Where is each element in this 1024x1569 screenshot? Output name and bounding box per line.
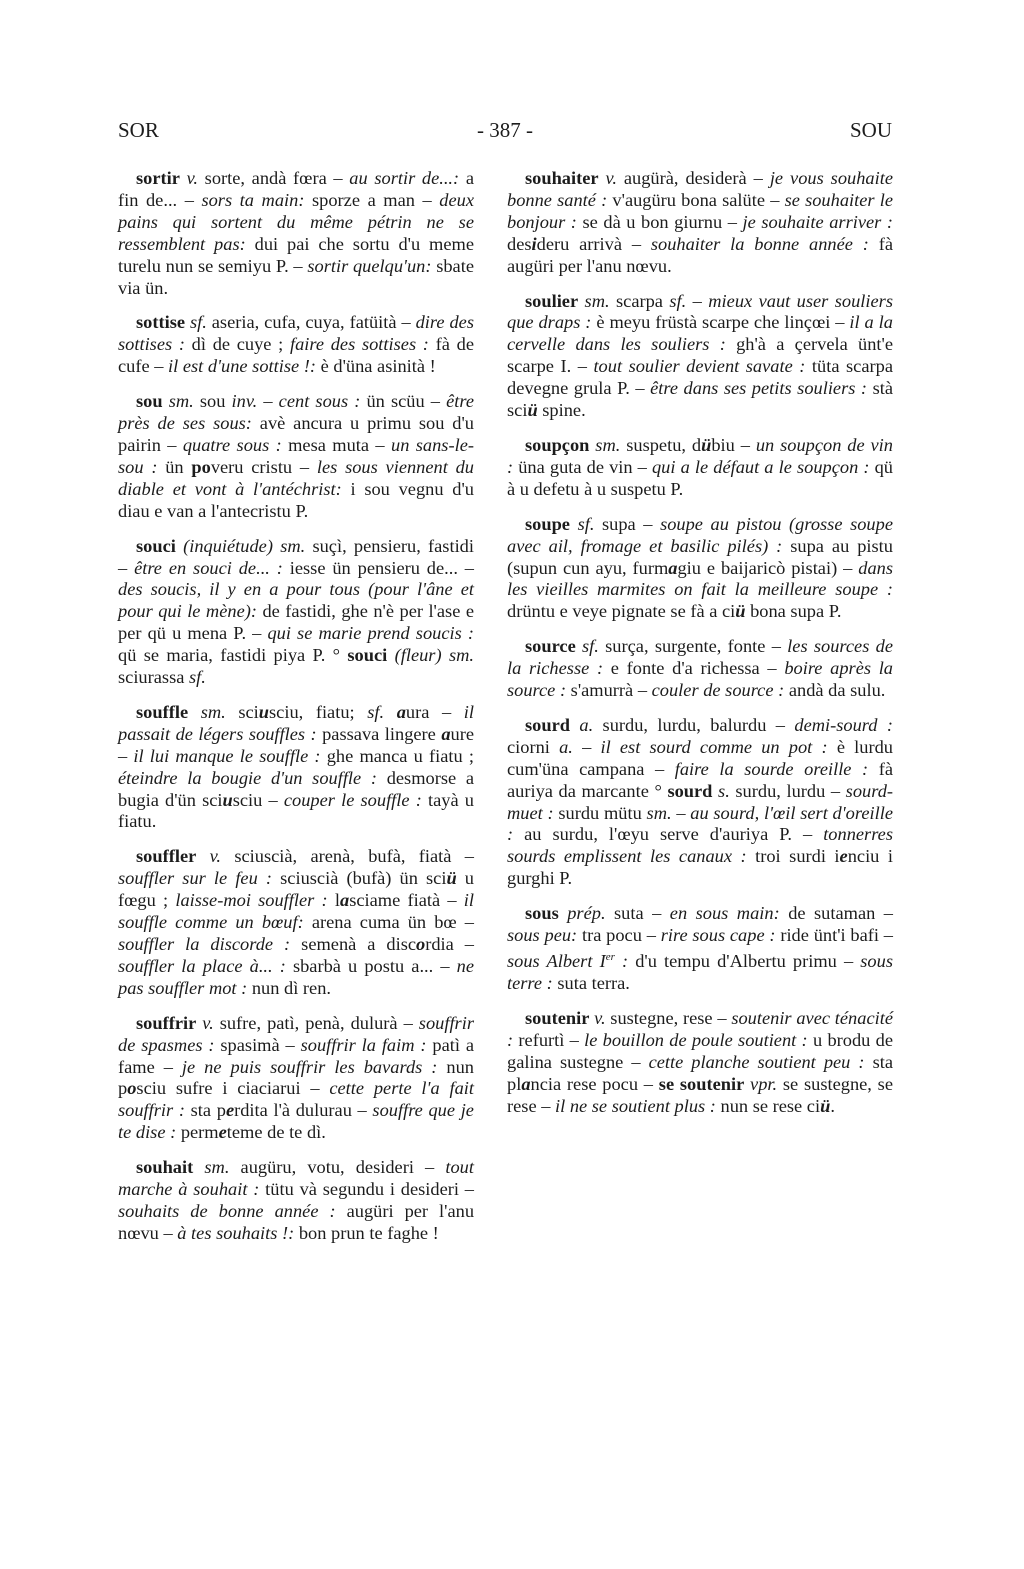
headword: souhait [136, 1157, 194, 1178]
french-example: il est d'une sottise !: [168, 356, 317, 377]
translation-text [559, 903, 567, 923]
translation-text: l [327, 890, 340, 911]
translation-text: u brodu de galina sustegne – [507, 1029, 893, 1072]
headword: souffler [136, 846, 197, 867]
translation-text: sciu, fiatu; [269, 701, 368, 722]
dictionary-entry-souhait [118, 1157, 474, 1245]
french-example: cette perte l'a fait souffrir : [118, 1078, 474, 1121]
french-example: un soupçon de vin : [507, 434, 893, 477]
translation-text: supa – [594, 513, 661, 534]
translation-text: ü [527, 400, 538, 421]
translation-text: üna guta de vin – [513, 456, 652, 477]
translation-text: avè ancura u primu sou d'u pairin – [118, 413, 474, 455]
translation-text: veru cristu – [210, 456, 317, 477]
right-guide-word: SOU [849, 118, 892, 142]
translation-text: ciorni [507, 736, 560, 757]
headword: soulier [525, 290, 579, 311]
translation-text: arena cuma ün bœ – [303, 912, 475, 933]
translation-text: spine. [537, 400, 586, 421]
french-example: (fleur) sm. [394, 645, 474, 666]
french-example: laisse-moi souffler : [175, 890, 328, 911]
french-example: il ne se soutient plus : [555, 1095, 716, 1116]
translation-text: giu e baijaricò pistai) – [677, 557, 859, 578]
translation-text [196, 846, 209, 866]
translation-text: dui pai che sortu d'u meme turelu nun se semiyu P. – [118, 233, 474, 276]
translation-text: e [218, 1122, 227, 1143]
dictionary-entry-souhaiter [507, 168, 893, 278]
french-example: le bouillon de poule soutient : [584, 1029, 808, 1050]
french-example: couler de source : [651, 680, 785, 701]
translation-text: o [416, 934, 426, 954]
french-example: tout soulier devient savate : [593, 356, 806, 377]
translation-text: semenà a disc [290, 934, 417, 954]
translation-text: rdia – [425, 934, 474, 954]
french-example: au sourd, l'œil sert d'oreille : [507, 802, 894, 845]
translation-text: scarpa [609, 290, 670, 311]
translation-text: sufre, patì, penà, dulurà – [213, 1012, 419, 1033]
french-example: un sans-le-sou : [118, 434, 474, 477]
translation-text: stà sci [507, 378, 894, 421]
french-example: cette planche soutient peu : [648, 1051, 865, 1072]
french-example: sf. [189, 667, 206, 688]
headword: soupçon [525, 434, 590, 455]
sub-headword: sourd [667, 780, 713, 801]
translation-text: bona supa P. [745, 601, 842, 622]
translation-text: – [686, 290, 709, 311]
french-example: au sortir de...: [349, 168, 460, 188]
french-example: inv. [231, 391, 258, 412]
translation-text: augüru, votu, desideri – [229, 1157, 446, 1178]
translation-text: ü [820, 1095, 831, 1116]
translation-text: nun p [118, 1056, 474, 1099]
headword: soutenir [525, 1007, 590, 1028]
translation-text: refurtì – [513, 1029, 585, 1050]
translation-text: e fonte d'a richessa – [603, 658, 785, 679]
headword: sourd [525, 714, 570, 735]
french-example: qui a le défaut a le soupçon : [651, 456, 870, 477]
translation-text: teme de te dì. [226, 1122, 326, 1143]
translation-text: d'u tempu d'Albertu primu – [628, 951, 861, 972]
translation-text [570, 715, 579, 735]
left-column [118, 168, 474, 1258]
translation-text: ü [735, 601, 746, 622]
french-example: soupe au pistou (grosse soupe avec ail, fromage et basilic pilés) : [507, 513, 893, 556]
dictionary-entry-soupçon [507, 435, 893, 501]
french-example: sors ta main: [201, 189, 305, 210]
french-example: souffrir la faim : [300, 1034, 427, 1055]
translation-text [570, 514, 578, 534]
translation-text: tra pocu – [577, 925, 661, 946]
french-example: souffrir de spasmes : [118, 1012, 474, 1055]
translation-text: aseria, cufa, cuya, fatüità – [206, 312, 416, 333]
translation-text: bon prun te faghe ! [294, 1222, 439, 1243]
translation-text: dì de cuye ; [184, 334, 290, 355]
translation-text: gh'à a çervela ünt'e scarpe I. – [507, 334, 893, 377]
dictionary-entry-source [507, 636, 893, 702]
translation-text: surdu mütu [553, 802, 647, 823]
translation-text: e [225, 1100, 235, 1121]
french-example: : [614, 951, 629, 972]
translation-text: qü à u defetu à u suspetu P. [507, 456, 893, 499]
translation-text: ghe manca u fiatu ; [320, 745, 474, 766]
french-example: rire sous cape : [660, 925, 776, 946]
translation-text: surça, surgente, fonte – [598, 636, 788, 657]
french-example: tout marche à souhait : [118, 1157, 474, 1200]
french-example: souffler sur le feu : [118, 868, 273, 889]
french-example: sortir quelqu'un: [307, 255, 432, 276]
headword: souhaiter [525, 168, 599, 188]
headword: sortir [136, 168, 180, 188]
french-example: deux pains qui sortent du même pétrin ne se ressemblent pas: [118, 189, 474, 254]
translation-text: se sustegne, se rese – [507, 1073, 893, 1116]
translation-text: è meyu früstà scarpe che linçœi – [591, 312, 850, 333]
translation-text: è d'üna asinità ! [316, 356, 436, 377]
french-example: souffler la place à... : [118, 955, 286, 976]
sub-headword: se soutenir [658, 1073, 745, 1094]
french-example: dans les vieilles marmites on fait la meilleure soupe : [507, 557, 893, 600]
translation-text: surdu, lurdu, balurdu – [593, 714, 795, 735]
translation-text: ncia rese pocu – [530, 1073, 659, 1094]
translation-text: supa au pistu (supun cun ayu, furm [507, 535, 893, 578]
translation-text: desmorse a bugia d'ün sci [118, 767, 474, 810]
translation-text: sciuscià, arenà, bufà, fiatà – [221, 846, 474, 867]
french-example: éteindre la bougie d'un souffle : [118, 767, 378, 788]
dictionary-entry-soulier [507, 291, 893, 422]
translation-text: sorte, andà fœra – [198, 168, 350, 188]
french-example: vpr. [750, 1073, 778, 1094]
translation-text: rdita l'à dulurau – [234, 1100, 373, 1121]
french-example: a. [579, 714, 594, 735]
french-example: sous terre : [507, 951, 893, 994]
dictionary-entry-souffrir [118, 1013, 474, 1144]
translation-text: sta pl [507, 1051, 893, 1094]
french-example: sm. [584, 290, 610, 311]
sub-headword: souci [347, 645, 388, 666]
headword: sous [525, 903, 559, 924]
french-example: souhaiter la bonne année : [650, 233, 869, 254]
translation-text: drüntu e veye pignate se fà a ci [507, 601, 736, 622]
french-example: en sous main: [669, 903, 780, 924]
dictionary-entry-soutenir [507, 1008, 893, 1118]
french-example: faire la sourde oreille : [674, 758, 869, 779]
translation-text: sou [193, 391, 232, 412]
translation-text: . [830, 1095, 835, 1116]
french-example: il a la cervelle dans les souliers : [507, 312, 893, 355]
translation-text: sciame fiatà – [349, 890, 464, 911]
translation-text: sciu – [232, 789, 284, 810]
french-example: être dans ses petits souliers : [650, 378, 868, 399]
translation-text: a [668, 557, 678, 578]
translation-text: sustegne, rese – [605, 1007, 732, 1028]
translation-text: fà de cufe – [118, 334, 474, 377]
translation-text [193, 1157, 204, 1177]
translation-text: i [531, 233, 537, 254]
french-example: des soucis, il y en a pour tous (pour l'âne et pour qui le mène): [118, 579, 474, 622]
french-example: les sous viennent du diable et vont à l'antéchrist: [118, 456, 474, 499]
french-example: les sources de la richesse : [507, 636, 893, 679]
headword: soupe [525, 513, 570, 534]
translation-text: sta p [184, 1100, 226, 1121]
dictionary-entry-sortir [118, 168, 474, 299]
translation-text: se dà u bon giurnu – [576, 211, 743, 232]
french-example: se souhaiter le bonjour : [507, 189, 894, 232]
translation-text [180, 168, 187, 188]
translation-text: andà da sulu. [784, 680, 886, 701]
left-guide-word: SOR [118, 118, 159, 142]
page-number: - 387 - [477, 118, 533, 142]
translation-text: fà auriya da marcante ° [507, 758, 893, 801]
translation-text: spasimà – [214, 1034, 301, 1055]
translation-text: ure – [118, 723, 474, 766]
translation-text [176, 536, 183, 556]
french-example: je ne puis souffrir les bavards : [181, 1056, 438, 1077]
french-example: sm. [200, 701, 226, 722]
french-example: dire des sottises : [118, 312, 474, 355]
translation-text: fà augüri per l'anu nœvu. [507, 233, 894, 276]
french-example: prép. [567, 903, 606, 924]
translation-text: mesa muta – [281, 434, 391, 455]
translation-text: iesse ün pensieru de... – [282, 557, 474, 578]
translation-text: ü [446, 868, 457, 889]
headword: sou [136, 391, 163, 412]
translation-text: tüta scarpa devegne grula P. – [507, 356, 893, 399]
translation-text: suta terra. [552, 973, 630, 994]
translation-text: sbarbà u postu a... – [285, 955, 457, 976]
french-example: je souhaite arriver : [742, 211, 894, 232]
french-example: je vous souhaite bonne santé : [507, 168, 893, 210]
translation-text: tütu và segundu i desideri – [259, 1179, 474, 1200]
french-example: sous Albert I [507, 951, 606, 972]
right-column [507, 168, 893, 1130]
french-example: souffre que je te dise : [118, 1100, 474, 1143]
dictionary-entry-sottise [118, 312, 474, 378]
dictionary-entry-soupe [507, 514, 893, 624]
french-example: v. [605, 168, 617, 188]
french-example: il passait de légers souffles : [118, 701, 474, 744]
french-example: sf. [582, 636, 599, 657]
headword: souffle [136, 701, 189, 722]
french-example: v. [594, 1007, 606, 1028]
translation-text: v'augüru bona salüte – [607, 189, 785, 210]
translation-text: nciu i gurghi P. [507, 846, 893, 889]
french-example: souffler la discorde : [118, 934, 291, 954]
dictionary-entry-sourd [507, 715, 893, 890]
french-example: sf. [189, 312, 207, 333]
translation-text: biu – [711, 434, 756, 455]
translation-text: augürà, desiderà – [616, 168, 770, 188]
french-example: il souffle comme un bœuf: [118, 890, 474, 933]
translation-text: sporze a man – [304, 189, 440, 210]
headword: souci [136, 535, 176, 556]
translation-text: ün scüu – [360, 391, 447, 412]
french-example: cent sous : [278, 391, 361, 412]
translation-text: ü [701, 434, 712, 455]
translation-text: sbate via ün. [118, 255, 474, 298]
translation-text: a [340, 890, 350, 911]
french-example: qui se marie prend soucis : [267, 623, 474, 644]
translation-text: a [521, 1073, 531, 1094]
french-example: sf. [577, 513, 595, 534]
translation-text: – [257, 391, 279, 412]
dictionary-entry-souci [118, 536, 474, 689]
translation-text: suçì, pensieru, fastidi – [118, 535, 474, 578]
french-example: sm. [595, 434, 621, 455]
sub-headword: po [191, 456, 211, 477]
translation-text: augüri per l'anu nœvu – [118, 1200, 475, 1243]
translation-text: qü se maria, fastidi piya P. ° [118, 645, 348, 666]
translation-text [387, 645, 394, 665]
french-example: sm. [646, 802, 672, 823]
translation-text: patì a fame – [118, 1034, 475, 1077]
translation-text: suspetu, d [620, 434, 702, 455]
french-example: à tes souhaits !: [177, 1222, 295, 1243]
translation-text: sciuscià (bufà) ün sci [272, 868, 447, 889]
headword: source [525, 636, 576, 657]
french-example: v. [202, 1012, 214, 1033]
translation-text: s'amurrà – [566, 680, 652, 701]
french-example: mieux vaut user souliers que draps : [507, 290, 893, 333]
translation-text: troi surdi i [746, 846, 840, 867]
translation-text: sci [225, 701, 259, 722]
french-example: sf. [367, 701, 385, 722]
french-example: être près de ses sous: [118, 391, 475, 434]
translation-text: nun se rese ci [715, 1095, 821, 1116]
translation-text: e [839, 846, 848, 867]
translation-text: a [396, 701, 406, 722]
french-example: sourd-muet : [507, 780, 894, 823]
translation-text: a [441, 723, 451, 744]
translation-text: o [127, 1078, 137, 1099]
french-example: v. [186, 168, 198, 188]
translation-text: nun dì ren. [247, 977, 332, 998]
translation-text: u fœgu ; [118, 868, 474, 911]
translation-text: suta – [605, 903, 670, 924]
french-example: sm. [204, 1157, 230, 1178]
translation-text [188, 702, 201, 722]
translation-text: u [222, 789, 233, 810]
french-example: boire après la source : [507, 658, 894, 701]
translation-text: – [572, 736, 601, 757]
translation-text: surdu, lurdu – [729, 780, 846, 801]
french-example: il est sourd comme un pot : [600, 736, 828, 757]
translation-text: è lurdu cum'üna campana – [507, 736, 893, 779]
french-example: v. [209, 846, 221, 867]
translation-text: er [605, 951, 615, 963]
french-example: sm. [168, 391, 194, 412]
french-example: faire des sottises : [289, 334, 429, 355]
french-example: sf. [669, 290, 687, 311]
translation-text: tayà u fiatu. [118, 789, 474, 832]
french-example: a. [559, 736, 573, 757]
translation-text: au surdu, l'œyu serve d'auriya P. – [513, 824, 824, 845]
french-example: il lui manque le souffle : [133, 745, 321, 766]
translation-text: – [671, 802, 691, 823]
translation-text: sciu sufre i ciaciarui – [136, 1078, 330, 1099]
french-example: tonnerres sourds emplissent les canaux : [507, 824, 893, 867]
translation-text [384, 702, 397, 722]
french-example: soutenir avec ténacité : [507, 1007, 893, 1050]
translation-text: deru arrivà – [536, 233, 651, 254]
translation-text: ün [157, 456, 192, 477]
french-example: (inquiétude) sm. [183, 535, 306, 556]
translation-text [599, 168, 606, 188]
headword: sottise [136, 312, 186, 333]
translation-text: de fastidi, ghe n'è per l'ase e per qü u mena P. – [118, 601, 474, 644]
french-example: demi-sourd : [794, 714, 893, 735]
dictionary-entry-souffler [118, 846, 474, 999]
french-example: couper le souffle : [283, 789, 422, 810]
running-header [118, 118, 892, 146]
translation-text: des [507, 233, 532, 254]
translation-text: sciurassa [118, 667, 189, 688]
french-example: être en souci de... : [134, 557, 283, 578]
translation-text: ride ünt'i bafi – [775, 925, 893, 946]
translation-text: de sutaman – [779, 903, 893, 924]
dictionary-entry-sou [118, 391, 474, 522]
translation-text: u [258, 701, 270, 722]
french-example: sous peu: [507, 925, 578, 946]
translation-text: a fin de... – [118, 168, 474, 210]
translation-text: ura – [405, 701, 464, 722]
translation-text: passava lingere [316, 723, 442, 744]
translation-text: perm [176, 1122, 219, 1143]
dictionary-entry-sous [507, 903, 893, 995]
french-example: quatre sous : [182, 434, 282, 455]
translation-text: i sou vegnu d'u diau e van a l'antecristu P. [118, 478, 474, 521]
headword: souffrir [136, 1012, 197, 1033]
french-example: ne pas souffler mot : [118, 955, 474, 998]
french-example: s. [718, 780, 730, 801]
dictionary-entry-souffle [118, 702, 474, 833]
french-example: souhaits de bonne année : [118, 1200, 336, 1221]
